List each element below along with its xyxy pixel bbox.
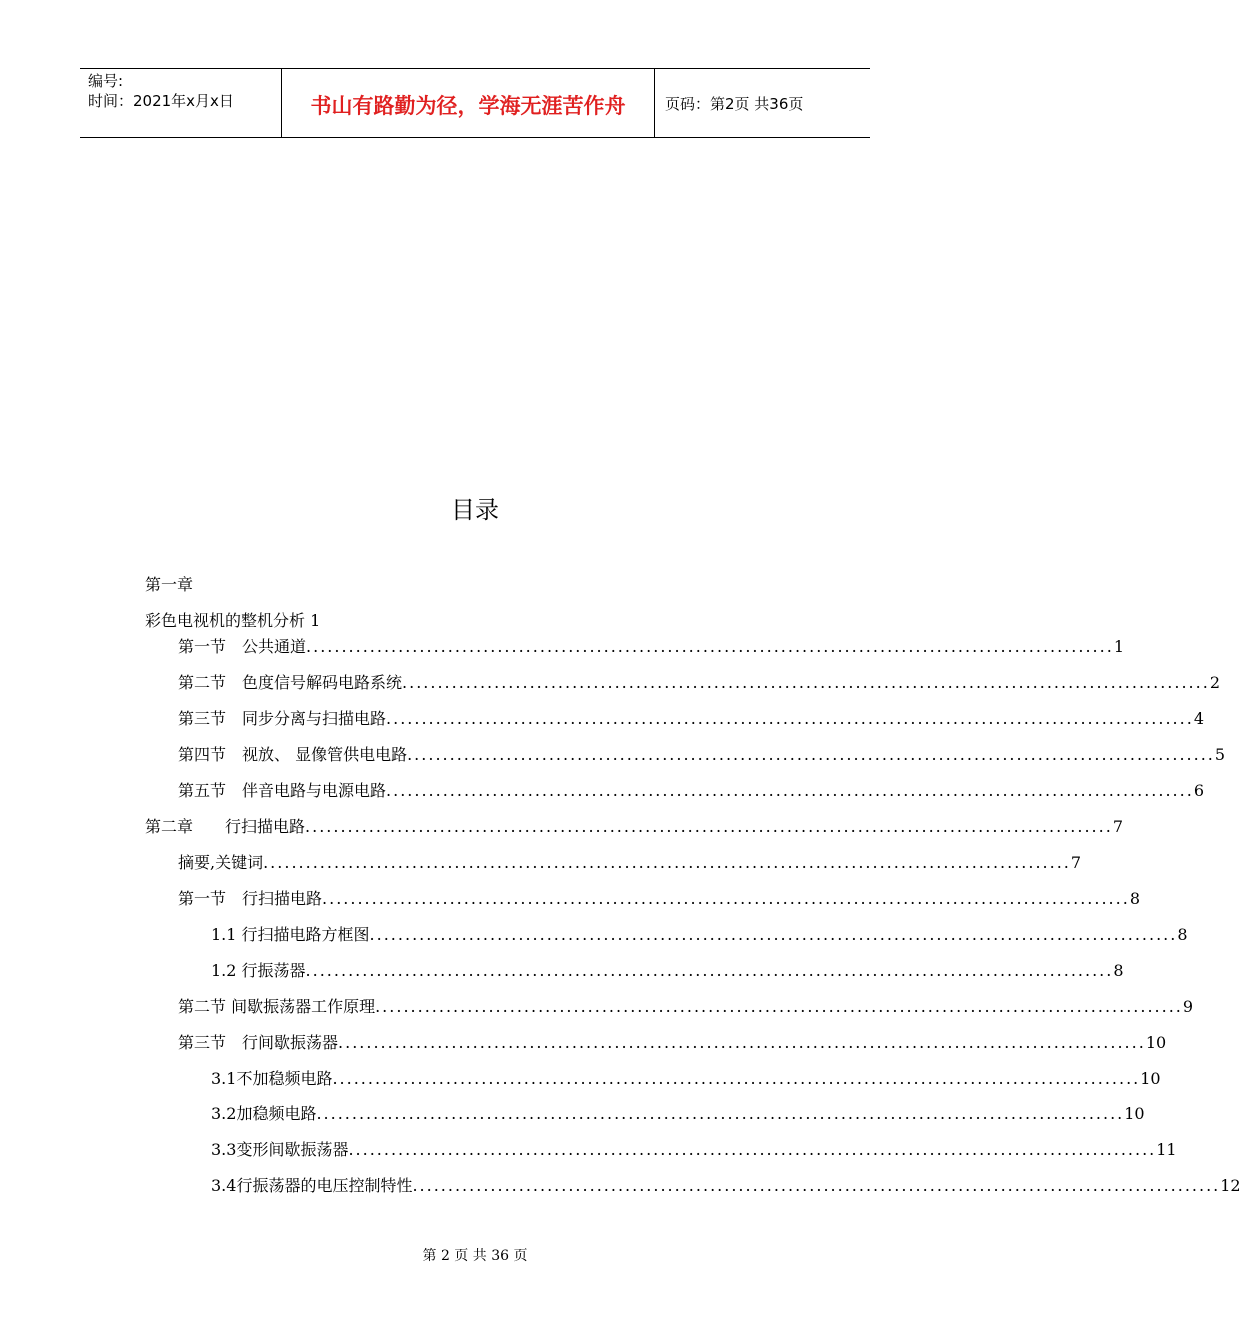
document-header bbox=[80, 68, 870, 138]
number-label: 编号: bbox=[88, 72, 124, 90]
header-meta bbox=[80, 69, 282, 137]
toc-entry[interactable]: 摘要,关键词 .................................................................................................................. 7 bbox=[178, 853, 1082, 872]
toc-entry[interactable]: 第三节 同步分离与扫描电路 .................................................................................................................. 4 bbox=[178, 709, 1204, 728]
toc-entry[interactable]: 第二节 间歇振荡器工作原理 .................................................................................................................. 9 bbox=[178, 997, 1194, 1016]
toc-chapter-1-title: 彩色电视机的整机分析 1 bbox=[145, 611, 321, 630]
header-page-info: 页码：第2页 共36页 bbox=[665, 94, 804, 113]
toc-chapter-1: 第一章 bbox=[145, 575, 194, 594]
toc-entry[interactable]: 第三节 行间歇振荡器 .................................................................................................................. 10 bbox=[178, 1033, 1167, 1052]
toc-entry[interactable]: 1.1 行扫描电路方框图 .................................................................................................................. 8 bbox=[211, 925, 1188, 944]
toc-entry[interactable]: 第四节 视放、 显像管供电电路 .................................................................................................................. 5 bbox=[178, 745, 1226, 764]
header-motto: 书山有路勤为径，学海无涯苦作舟 bbox=[282, 69, 655, 137]
toc-entry[interactable]: 3.3变形间歇振荡器 .................................................................................................................. 11 bbox=[211, 1140, 1177, 1159]
toc-entry[interactable]: 第一节 行扫描电路 .................................................................................................................. 8 bbox=[178, 889, 1140, 908]
toc-entry[interactable]: 3.4行振荡器的电压控制特性 .................................................................................................................. 12 bbox=[211, 1176, 1241, 1195]
toc-entry[interactable]: 第二节 色度信号解码电路系统 .................................................................................................................. 2 bbox=[178, 673, 1220, 692]
time-label: 时间：2021年x月x日 bbox=[88, 92, 234, 110]
toc-entry[interactable]: 1.2 行振荡器 .................................................................................................................. 8 bbox=[211, 961, 1124, 980]
toc-entry[interactable]: 第五节 伴音电路与电源电路 .................................................................................................................. 6 bbox=[178, 781, 1204, 800]
toc-title: 目录 bbox=[451, 496, 499, 524]
toc-entry[interactable]: 第二章 行扫描电路 .................................................................................................................. 7 bbox=[145, 817, 1123, 836]
page-footer: 第 2 页 共 36 页 bbox=[422, 1248, 528, 1264]
toc-entry[interactable]: 3.2加稳频电路 .................................................................................................................. 10 bbox=[211, 1104, 1145, 1123]
toc-entry[interactable]: 第一节 公共通道 .................................................................................................................. 1 bbox=[178, 637, 1124, 656]
toc-entry[interactable]: 3.1不加稳频电路 .................................................................................................................. 10 bbox=[211, 1069, 1161, 1088]
